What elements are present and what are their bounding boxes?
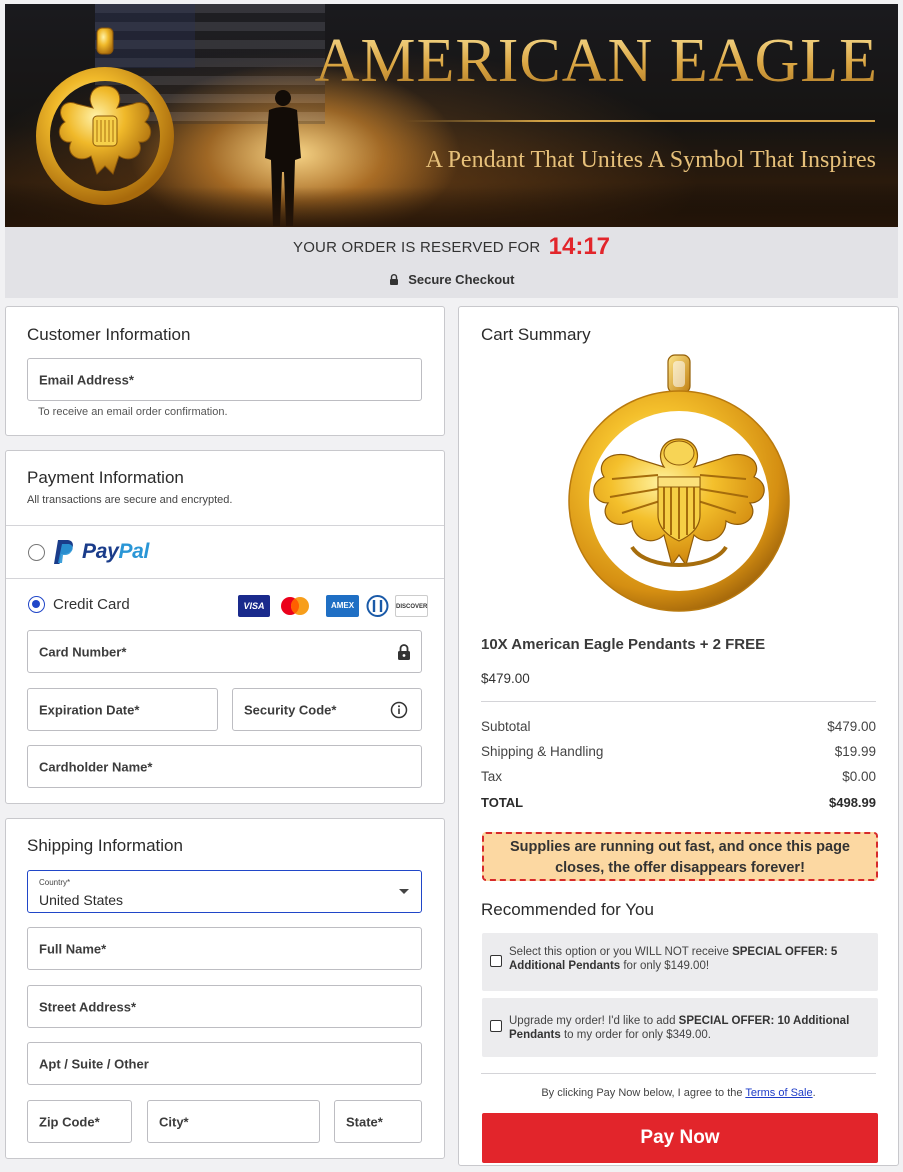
offer-1-pre: Select this option or you WILL NOT receive <box>509 946 733 958</box>
tax-label: Tax <box>481 769 503 784</box>
offer-1-checkbox[interactable] <box>490 955 502 967</box>
product-name: 10X American Eagle Pendants + 2 FREE <box>481 636 766 653</box>
email-placeholder: Email Address* <box>39 372 134 387</box>
credit-card-option[interactable] <box>6 579 444 619</box>
subtotal-row <box>481 719 876 734</box>
state-field[interactable] <box>334 1100 422 1143</box>
offer-1-post: for only $149.00! <box>620 960 710 972</box>
shipping-row <box>481 744 876 759</box>
cart-summary-card <box>458 306 899 1166</box>
payment-subtitle: All transactions are secure and encrypted. <box>27 494 233 506</box>
scarcity-warning-line1: Supplies are running out fast, and once this page <box>510 839 850 855</box>
country-label: Country* <box>39 878 71 887</box>
pendant-logo-icon <box>35 24 175 214</box>
paypal-option[interactable] <box>6 526 444 578</box>
hero-banner <box>5 4 898 227</box>
state-placeholder: State* <box>346 1114 383 1129</box>
offer-2-text <box>509 1014 866 1042</box>
product-image <box>562 351 794 621</box>
zip-code-field[interactable] <box>27 1100 132 1143</box>
divider <box>481 1073 876 1074</box>
country-select[interactable] <box>27 870 422 913</box>
card-number-field[interactable] <box>27 630 422 673</box>
upsell-offer-2[interactable] <box>482 998 878 1057</box>
subtotal-label: Subtotal <box>481 719 531 734</box>
apt-suite-field[interactable] <box>27 1042 422 1085</box>
offer-1-text <box>509 945 866 973</box>
offer-2-pre: Upgrade my order! I'd like to add <box>509 1015 679 1027</box>
email-field[interactable] <box>27 358 422 401</box>
payment-information-title: Payment Information <box>27 468 184 487</box>
upsell-offer-1[interactable] <box>482 933 878 991</box>
reservation-label: YOUR ORDER IS RESERVED FOR <box>292 239 541 256</box>
expiration-date-field[interactable] <box>27 688 218 731</box>
paypal-word-pay: Pay <box>82 540 119 563</box>
terms-post: . <box>812 1087 816 1099</box>
terms-pre: By clicking Pay Now below, I agree to the <box>541 1087 746 1099</box>
info-icon[interactable] <box>390 701 408 719</box>
paypal-wordmark <box>82 540 149 564</box>
offer-2-checkbox[interactable] <box>490 1020 502 1032</box>
divider <box>481 701 876 702</box>
amex-icon: AMEX <box>326 595 359 617</box>
shipping-label: Shipping & Handling <box>481 744 604 759</box>
lock-icon <box>389 274 399 285</box>
offer-2-post: to my order for only $349.00. <box>560 1029 711 1041</box>
terms-notice <box>459 1087 898 1099</box>
brand-tagline: A Pendant That Unites A Symbol That Inspires <box>425 147 876 173</box>
offer-2-bold: SPECIAL OFFER: 10 Additional Pendants <box>509 1015 850 1041</box>
recommended-title: Recommended for You <box>481 900 654 919</box>
full-name-placeholder: Full Name* <box>39 941 107 956</box>
paypal-icon <box>53 539 75 565</box>
terms-of-sale-link[interactable]: Terms of Sale <box>745 1087 813 1099</box>
security-code-placeholder: Security Code* <box>244 702 337 717</box>
tax-row <box>481 769 876 784</box>
zip-code-placeholder: Zip Code* <box>39 1114 100 1129</box>
discover-icon: DISCOVER <box>395 595 428 617</box>
mastercard-icon <box>278 595 312 617</box>
credit-card-label: Credit Card <box>53 596 130 613</box>
city-field[interactable] <box>147 1100 320 1143</box>
cart-summary-title: Cart Summary <box>481 325 591 344</box>
diners-club-icon <box>365 595 390 617</box>
cardholder-name-field[interactable] <box>27 745 422 788</box>
visa-icon: VISA <box>238 595 270 617</box>
total-label: TOTAL <box>481 795 524 810</box>
city-placeholder: City* <box>159 1114 189 1129</box>
customer-information-card <box>5 306 445 436</box>
secure-checkout <box>5 272 898 287</box>
chevron-down-icon <box>399 889 409 894</box>
cardholder-name-placeholder: Cardholder Name* <box>39 759 153 774</box>
email-hint: To receive an email order confirmation. <box>38 406 228 418</box>
apt-suite-placeholder: Apt / Suite / Other <box>39 1056 149 1071</box>
subtotal-value: $479.00 <box>827 719 876 734</box>
reservation-bar <box>5 227 898 298</box>
pay-now-button[interactable]: Pay Now <box>482 1113 878 1163</box>
street-address-field[interactable] <box>27 985 422 1028</box>
paypal-word-pal: Pal <box>118 540 150 563</box>
scarcity-warning <box>482 832 878 881</box>
shipping-information-title: Shipping Information <box>27 836 183 855</box>
payment-information-card <box>5 450 445 804</box>
tax-value: $0.00 <box>842 769 876 784</box>
security-code-field[interactable] <box>232 688 422 731</box>
expiration-date-placeholder: Expiration Date* <box>39 702 140 717</box>
shipping-value: $19.99 <box>834 744 876 759</box>
total-row <box>481 795 876 810</box>
product-price: $479.00 <box>481 671 530 686</box>
offer-1-bold: SPECIAL OFFER: 5 Additional Pendants <box>509 946 838 972</box>
lock-icon <box>397 644 411 660</box>
brand-title: AMERICAN EAGLE <box>314 27 878 95</box>
shipping-information-card <box>5 818 445 1159</box>
secure-checkout-label: Secure Checkout <box>408 272 515 287</box>
scarcity-warning-line2: closes, the offer disappears forever! <box>555 860 805 876</box>
brand-rule <box>405 120 875 122</box>
card-number-placeholder: Card Number* <box>39 644 127 659</box>
full-name-field[interactable] <box>27 927 422 970</box>
paypal-radio[interactable] <box>28 544 45 561</box>
country-value: United States <box>39 892 124 908</box>
total-value: $498.99 <box>829 795 876 810</box>
credit-card-radio[interactable] <box>28 596 45 613</box>
street-address-placeholder: Street Address* <box>39 999 137 1014</box>
countdown-timer: 14:17 <box>548 233 611 260</box>
reservation-line <box>5 233 898 261</box>
customer-information-title: Customer Information <box>27 325 191 344</box>
